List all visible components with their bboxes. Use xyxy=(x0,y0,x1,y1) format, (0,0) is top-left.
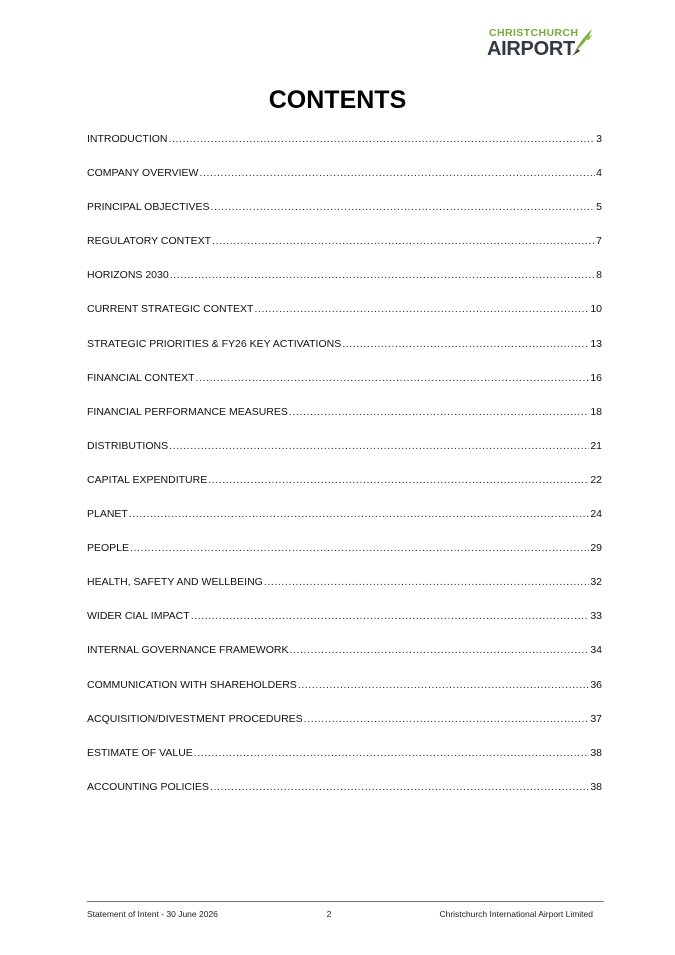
toc-dot-leader xyxy=(254,303,589,315)
footer-divider xyxy=(87,901,604,902)
toc-entry-page: 13 xyxy=(590,337,602,350)
toc-dot-leader xyxy=(212,235,595,247)
toc-entry-page: 37 xyxy=(590,712,602,725)
toc-entry-label: COMMUNICATION WITH SHAREHOLDERS xyxy=(87,678,297,691)
toc-entry-page: 16 xyxy=(590,371,602,384)
toc-entry[interactable] xyxy=(87,713,602,747)
toc-dot-leader xyxy=(210,781,589,793)
toc-entry-page: 34 xyxy=(590,644,602,657)
toc-entry-page: 10 xyxy=(590,303,602,316)
toc-entry-label: ACQUISITION/DIVESTMENT PROCEDURES xyxy=(87,712,303,725)
footer-document-title: Statement of Intent - 30 June 2026 xyxy=(87,909,218,919)
toc-entry-page: 33 xyxy=(590,610,602,623)
toc-entry-page: 7 xyxy=(596,235,602,248)
toc-entry-label: WIDER CIAL IMPACT xyxy=(87,610,190,623)
toc-dot-leader xyxy=(199,167,595,179)
toc-dot-leader xyxy=(170,269,595,281)
toc-entry-page: 3 xyxy=(596,133,602,145)
toc-dot-leader xyxy=(211,201,596,213)
toc-entry-label: FINANCIAL PERFORMANCE MEASURES xyxy=(87,405,288,418)
toc-entry[interactable] xyxy=(87,303,602,337)
toc-entry[interactable] xyxy=(87,542,602,576)
logo-line-1: CHRISTCHURCH xyxy=(489,27,579,39)
toc-entry-label: CURRENT STRATEGIC CONTEXT xyxy=(87,303,254,316)
table-of-contents xyxy=(87,133,602,815)
toc-entry-label: PRINCIPAL OBJECTIVES xyxy=(87,201,210,214)
toc-dot-leader xyxy=(289,406,589,418)
toc-dot-leader xyxy=(130,542,589,554)
toc-entry[interactable] xyxy=(87,576,602,610)
toc-entry[interactable] xyxy=(87,610,602,644)
toc-entry[interactable] xyxy=(87,747,602,781)
toc-entry[interactable] xyxy=(87,474,602,508)
toc-entry[interactable] xyxy=(87,644,602,678)
toc-entry-page: 22 xyxy=(590,473,602,486)
toc-entry[interactable] xyxy=(87,269,602,303)
company-logo xyxy=(482,24,602,60)
toc-entry-page: 5 xyxy=(596,201,602,214)
toc-dot-leader xyxy=(196,372,590,384)
toc-entry[interactable] xyxy=(87,133,602,167)
toc-entry-label: HEALTH, SAFETY AND WELLBEING xyxy=(87,576,263,589)
toc-entry-page: 24 xyxy=(590,508,602,521)
page-title: CONTENTS xyxy=(268,86,407,114)
toc-entry-label: DISTRIBUTIONS xyxy=(87,439,169,452)
toc-entry-page: 29 xyxy=(590,542,602,555)
toc-entry-page: 4 xyxy=(596,167,602,180)
toc-dot-leader xyxy=(208,474,589,486)
toc-entry-label: FINANCIAL CONTEXT xyxy=(87,371,195,384)
toc-dot-leader xyxy=(129,508,589,520)
toc-dot-leader xyxy=(304,713,590,725)
toc-entry-label: COMPANY OVERVIEW xyxy=(87,167,199,180)
toc-entry-page: 36 xyxy=(590,678,602,691)
toc-entry-label: ACCOUNTING POLICIES xyxy=(87,780,209,793)
toc-entry-page: 38 xyxy=(590,746,602,759)
toc-entry-page: 32 xyxy=(590,576,602,589)
plane-leaf-icon xyxy=(568,25,596,59)
toc-dot-leader xyxy=(264,576,589,588)
toc-entry-label: STRATEGIC PRIORITIES & FY26 KEY ACTIVATIONS xyxy=(87,337,342,350)
toc-dot-leader xyxy=(169,133,596,145)
toc-entry[interactable] xyxy=(87,201,602,235)
toc-entry-page: 8 xyxy=(596,269,602,282)
toc-dot-leader xyxy=(289,644,589,656)
toc-entry[interactable] xyxy=(87,440,602,474)
toc-entry-label: ESTIMATE OF VALUE xyxy=(87,746,193,759)
toc-dot-leader xyxy=(342,338,589,350)
toc-dot-leader xyxy=(194,747,590,759)
logo-line-2: AIRPORT xyxy=(487,38,575,60)
toc-entry-label: HORIZONS 2030 xyxy=(87,269,169,282)
toc-dot-leader xyxy=(298,679,590,691)
toc-entry[interactable] xyxy=(87,781,602,815)
toc-entry-label: REGULATORY CONTEXT xyxy=(87,235,212,248)
toc-entry[interactable] xyxy=(87,406,602,440)
toc-entry[interactable] xyxy=(87,679,602,713)
toc-entry-page: 18 xyxy=(590,405,602,418)
toc-entry-label: INTERNAL GOVERNANCE FRAMEWORK xyxy=(87,644,289,657)
footer-company-name: Christchurch International Airport Limited xyxy=(439,909,593,919)
toc-entry-label: PLANET xyxy=(87,508,128,521)
toc-dot-leader xyxy=(191,610,590,622)
footer-page-number: 2 xyxy=(326,909,332,919)
toc-entry[interactable] xyxy=(87,338,602,372)
toc-entry[interactable] xyxy=(87,372,602,406)
toc-entry-label: INTRODUCTION xyxy=(87,133,168,145)
toc-entry-page: 38 xyxy=(590,780,602,793)
toc-entry[interactable] xyxy=(87,167,602,201)
toc-entry[interactable] xyxy=(87,508,602,542)
toc-entry[interactable] xyxy=(87,235,602,269)
toc-entry-label: CAPITAL EXPENDITURE xyxy=(87,473,208,486)
toc-dot-leader xyxy=(169,440,589,452)
toc-entry-label: PEOPLE xyxy=(87,542,130,555)
toc-entry-page: 21 xyxy=(590,439,602,452)
